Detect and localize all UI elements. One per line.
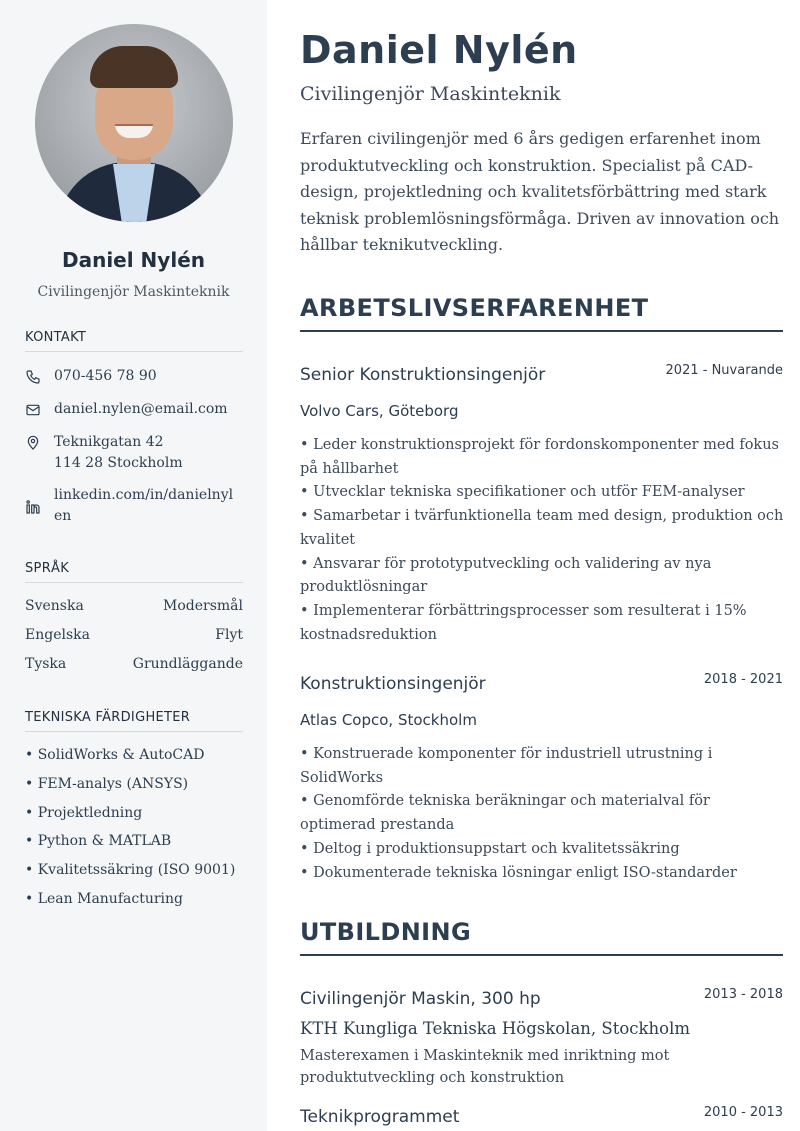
bullet-item: • Konstruerade komponenter för industriell utrustning i SolidWorks [300,746,713,786]
job-dates: 2021 - Nuvarande [665,363,783,378]
main-content [267,0,800,1131]
location-pin-icon [25,435,41,451]
edu-dates: 2010 - 2013 [703,1105,783,1120]
edu-degree: Teknikprogrammet [300,1107,460,1127]
bullet-item: • Deltog i produktionsuppstart och kvalitetssäkring [300,840,680,857]
job-company: Atlas Copco, Stockholm [300,711,477,729]
language-level: Flyt [215,627,243,643]
phone-icon [25,369,41,385]
bullet-item: • Ansvarar för prototyputveckling och validering av nya produktlösningar [300,555,712,596]
skill-item: • Kvalitetssäkring (ISO 9001) [25,862,236,878]
job-title-heading: Civilingenjör Maskinteknik [300,83,561,105]
edu-dates: 2013 - 2018 [703,987,783,1002]
bullet-item: • Dokumenterade tekniska lösningar enligt ISO-standarder [300,864,737,881]
skill-item: • Python & MATLAB [25,833,172,849]
linkedin-line2: en [54,508,72,524]
languages-heading: SPRÅK [25,561,243,583]
language-level: Grundläggande [132,656,243,672]
language-level: Modersmål [163,598,243,614]
skill-item: • Projektledning [25,805,143,821]
profile-summary: Erfaren civilingenjör med 6 års gedigen erfarenhet inom produktutveckling och konstruktion. Specialist på CAD-design, projektledning och kvalitetsförbättring med stark teknisk problemlösningsförmåga. Driven av innovation och hållbar teknikutveckling. [300,129,780,254]
email-text[interactable]: daniel.nylen@email.com [54,401,228,417]
job-bullets [300,434,785,647]
address-text [54,432,246,474]
bullet-item: • Utvecklar tekniska specifikationer och utför FEM-analyser [300,484,745,501]
edu-description: Masterexamen i Maskinteknik med inriktning mot produktutveckling och konstruktion [300,1048,670,1086]
contact-heading: KONTAKT [25,330,243,352]
page-title: Daniel Nylén [300,28,578,72]
skill-item: • Lean Manufacturing [25,891,183,907]
bullet-item: • Samarbetar i tvärfunktionella team med design, produktion och kvalitet [300,508,784,548]
experience-heading: ARBETSLIVSERFARENHET [300,294,783,332]
phone-text[interactable]: 070-456 78 90 [54,368,157,384]
job-dates: 2018 - 2021 [703,672,783,687]
linkedin-text[interactable] [54,485,246,527]
skill-item: • FEM-analys (ANSYS) [25,776,189,792]
profile-photo [35,24,233,222]
job-title: Senior Konstruktionsingenjör [300,365,546,385]
language-name: Tyska [25,656,67,672]
envelope-icon [25,402,41,418]
address-line1: Teknikgatan 42 [54,434,164,450]
job-company: Volvo Cars, Göteborg [300,402,459,420]
bullet-item: • Genomförde tekniska beräkningar och materialval för optimerad prestanda [300,793,710,834]
edu-school: KTH Kungliga Tekniska Högskolan, Stockholm [300,1019,690,1038]
sidebar [0,0,267,1131]
sidebar-name: Daniel Nylén [61,248,205,272]
language-name: Svenska [25,598,84,614]
language-name: Engelska [25,627,90,643]
linkedin-line1: linkedin.com/in/danielnyl [54,487,234,503]
job-title: Konstruktionsingenjör [300,674,486,694]
sidebar-title: Civilingenjör Maskinteknik [37,284,230,300]
address-line2: 114 28 Stockholm [54,455,183,471]
job-bullets [300,743,785,885]
bullet-item: • Implementerar förbättringsprocesser som resulterat i 15% kostnadsreduktion [300,602,747,643]
bullet-item: • Leder konstruktionsprojekt för fordonskomponenter med fokus på hållbarhet [300,437,779,477]
edu-degree: Civilingenjör Maskin, 300 hp [300,989,541,1009]
education-heading: UTBILDNING [300,918,783,956]
skill-item: • SolidWorks & AutoCAD [25,747,205,763]
linkedin-icon [25,499,41,515]
skills-heading: TEKNISKA FÄRDIGHETER [25,710,243,732]
photo-hair [90,46,178,88]
